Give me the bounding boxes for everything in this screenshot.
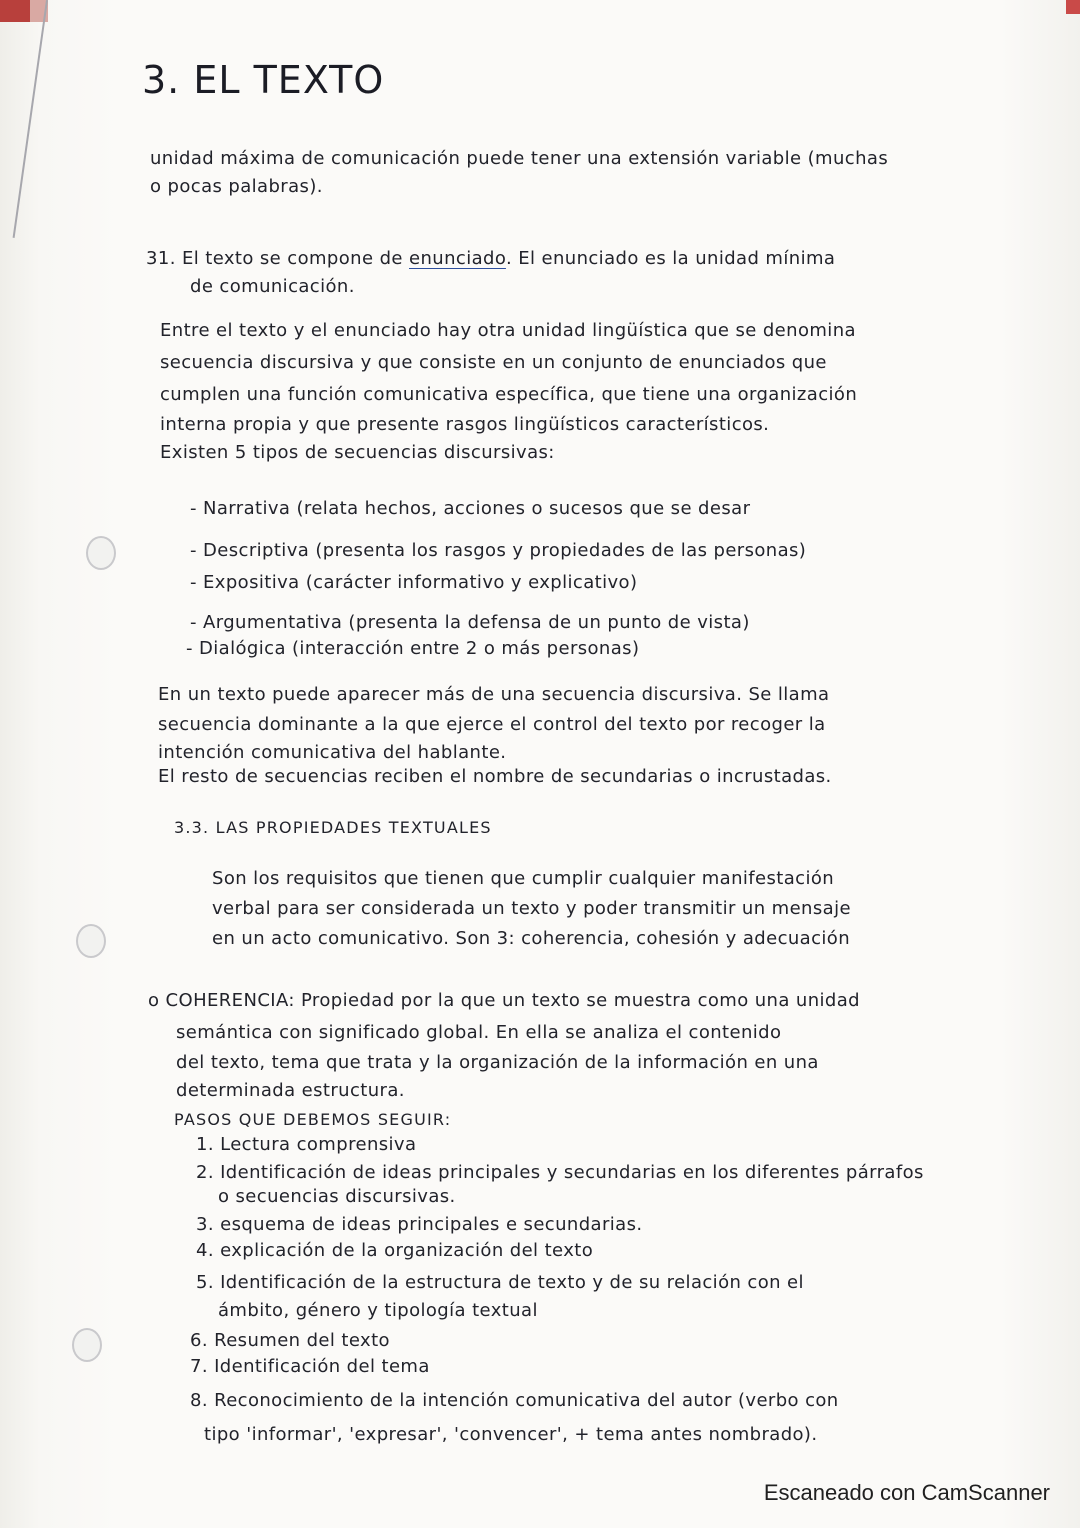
coherencia-line-4: determinada estructura. — [176, 1080, 405, 1101]
punch-hole-2 — [76, 924, 106, 958]
secuencia-line-3: cumplen una función comunicativa específica, que tiene una organización — [160, 384, 858, 405]
page-corner-mark-right — [1066, 0, 1080, 14]
section-31-prefix: 31. El texto se compone de — [146, 248, 409, 269]
section-31-line-2: de comunicación. — [190, 276, 355, 297]
tipo-argumentativa: - Argumentativa (presenta la defensa de un punto de vista) — [190, 612, 750, 633]
dominante-line-2: secuencia dominante a la que ejerce el control del texto por recoger la — [158, 714, 826, 735]
secuencia-line-4: interna propia y que presente rasgos lingüísticos característicos. — [160, 414, 770, 435]
coherencia-line-2: semántica con significado global. En ella se analiza el contenido — [176, 1022, 782, 1043]
coherencia-line-3: del texto, tema que trata y la organización de la información en una — [176, 1052, 819, 1073]
punch-hole-1 — [86, 536, 116, 570]
paso-2-cont: o secuencias discursivas. — [218, 1186, 456, 1207]
paso-8-cont: tipo 'informar', 'expresar', 'convencer', + tema antes nombrado). — [204, 1424, 818, 1445]
punch-hole-3 — [72, 1328, 102, 1362]
page-corner-mark — [0, 0, 30, 22]
propiedades-line-1: Son los requisitos que tienen que cumplir cualquier manifestación — [212, 868, 835, 889]
section-33-heading: 3.3. LAS PROPIEDADES TEXTUALES — [174, 818, 492, 837]
paso-1: 1. Lectura comprensiva — [196, 1134, 417, 1155]
tipo-narrativa: - Narrativa (relata hechos, acciones o sucesos que se desar — [190, 498, 751, 519]
coherencia-line-1: o COHERENCIA: Propiedad por la que un texto se muestra como una unidad — [148, 990, 861, 1011]
section-31-suffix: . El enunciado es la unidad mínima — [505, 248, 836, 269]
tipo-dialogica: - Dialógica (interacción entre 2 o más personas) — [186, 638, 640, 659]
tipo-descriptiva: - Descriptiva (presenta los rasgos y propiedades de las personas) — [190, 540, 807, 561]
dominante-line-3: intención comunicativa del hablante. — [158, 742, 507, 763]
secuencia-line-1: Entre el texto y el enunciado hay otra unidad lingüística que se denomina — [160, 320, 856, 341]
pasos-heading: PASOS QUE DEBEMOS SEGUIR: — [174, 1110, 452, 1129]
margin-pen-line — [13, 0, 48, 238]
tipo-expositiva: - Expositiva (carácter informativo y explicativo) — [190, 572, 638, 593]
paso-6: 6. Resumen del texto — [190, 1330, 390, 1351]
secuencia-line-5: Existen 5 tipos de secuencias discursivas: — [160, 442, 555, 463]
section-31-line-1 — [146, 248, 835, 269]
intro-line-1: unidad máxima de comunicación puede tener una extensión variable (muchas — [150, 148, 889, 169]
propiedades-line-2: verbal para ser considerada un texto y poder transmitir un mensaje — [212, 898, 851, 919]
propiedades-line-3: en un acto comunicativo. Son 3: coherencia, cohesión y adecuación — [212, 928, 851, 949]
paso-5-cont: ámbito, género y tipología textual — [218, 1300, 538, 1321]
paso-2: 2. Identificación de ideas principales y secundarias en los diferentes párrafos — [196, 1162, 924, 1183]
paso-8: 8. Reconocimiento de la intención comunicativa del autor (verbo con — [190, 1390, 839, 1411]
camscanner-watermark: Escaneado con CamScanner — [763, 1480, 1050, 1505]
page-title: 3. EL TEXTO — [142, 58, 385, 102]
secuencia-line-2: secuencia discursiva y que consiste en un conjunto de enunciados que — [160, 352, 827, 373]
intro-line-2: o pocas palabras). — [150, 176, 323, 197]
paso-3: 3. esquema de ideas principales e secundarias. — [196, 1214, 643, 1235]
paso-5: 5. Identificación de la estructura de texto y de su relación con el — [196, 1272, 804, 1293]
dominante-line-1: En un texto puede aparecer más de una secuencia discursiva. Se llama — [158, 684, 830, 705]
dominante-line-4: El resto de secuencias reciben el nombre de secundarias o incrustadas. — [158, 766, 832, 787]
enunciado-keyword: enunciado — [409, 248, 506, 269]
paso-4: 4. explicación de la organización del texto — [196, 1240, 594, 1261]
paso-7: 7. Identificación del tema — [190, 1356, 430, 1377]
